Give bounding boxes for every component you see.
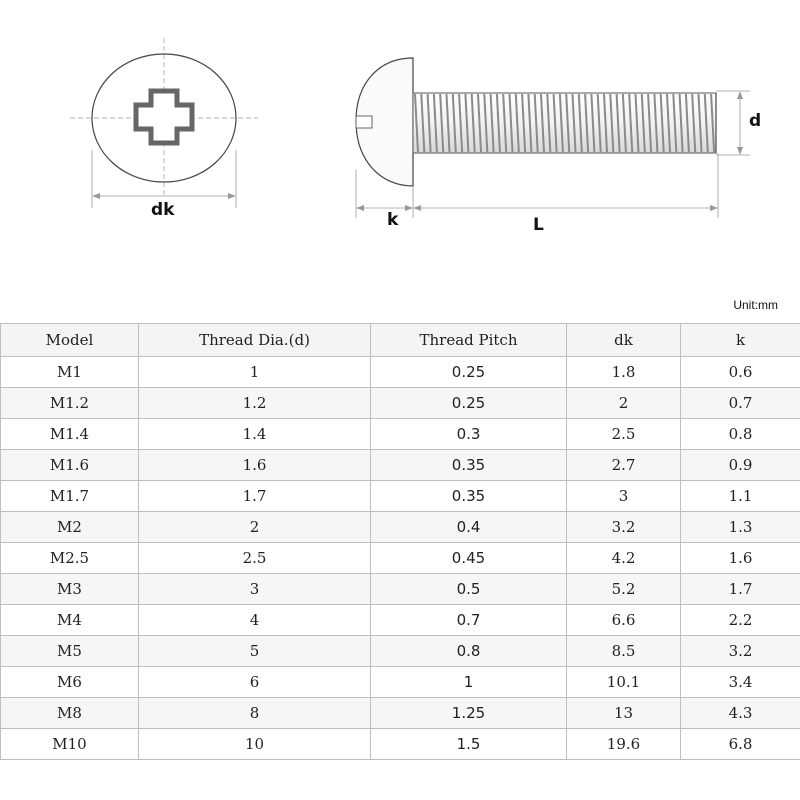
cell-model: M1.4 <box>1 419 139 450</box>
cell-k: 1.7 <box>681 574 800 605</box>
cell-dk: 19.6 <box>567 729 681 760</box>
cell-dk: 1.8 <box>567 357 681 388</box>
cell-model: M6 <box>1 667 139 698</box>
cell-thread-pitch: 0.35 <box>371 481 567 512</box>
cell-thread-dia: 8 <box>139 698 371 729</box>
cell-k: 1.6 <box>681 543 800 574</box>
cell-thread-pitch: 0.7 <box>371 605 567 636</box>
cell-thread-pitch: 0.8 <box>371 636 567 667</box>
k-dimension-label: k <box>387 210 399 230</box>
cell-k: 1.3 <box>681 512 800 543</box>
header-dk: dk <box>567 324 681 357</box>
cell-k: 3.2 <box>681 636 800 667</box>
table-row <box>1 388 800 419</box>
cell-model: M2.5 <box>1 543 139 574</box>
cell-k: 0.9 <box>681 450 800 481</box>
cell-thread-dia: 4 <box>139 605 371 636</box>
table-row <box>1 636 800 667</box>
header-thread-dia: Thread Dia.(d) <box>139 324 371 357</box>
cell-model: M5 <box>1 636 139 667</box>
cell-thread-pitch: 0.25 <box>371 357 567 388</box>
cell-thread-pitch: 1.5 <box>371 729 567 760</box>
table-row <box>1 574 800 605</box>
cell-k: 0.7 <box>681 388 800 419</box>
header-model: Model <box>1 324 139 357</box>
cell-model: M1.6 <box>1 450 139 481</box>
cell-k: 4.3 <box>681 698 800 729</box>
cell-dk: 8.5 <box>567 636 681 667</box>
cell-thread-dia: 1.6 <box>139 450 371 481</box>
cell-thread-dia: 6 <box>139 667 371 698</box>
cell-thread-dia: 1.4 <box>139 419 371 450</box>
cell-thread-dia: 2 <box>139 512 371 543</box>
cell-model: M10 <box>1 729 139 760</box>
cell-dk: 2.5 <box>567 419 681 450</box>
cell-k: 2.2 <box>681 605 800 636</box>
cell-model: M8 <box>1 698 139 729</box>
cell-k: 0.6 <box>681 357 800 388</box>
screw-side-view <box>356 58 750 218</box>
cell-dk: 2.7 <box>567 450 681 481</box>
cell-thread-pitch: 0.25 <box>371 388 567 419</box>
diameter-dimension-label: d <box>749 111 762 131</box>
cell-thread-pitch: 0.4 <box>371 512 567 543</box>
cell-thread-pitch: 0.3 <box>371 419 567 450</box>
cell-thread-pitch: 0.35 <box>371 450 567 481</box>
table-row <box>1 543 800 574</box>
table-row <box>1 667 800 698</box>
cell-thread-dia: 3 <box>139 574 371 605</box>
cell-model: M1 <box>1 357 139 388</box>
unit-label: Unit:mm <box>733 298 778 312</box>
cell-k: 1.1 <box>681 481 800 512</box>
cell-k: 3.4 <box>681 667 800 698</box>
table-header-row <box>1 324 800 357</box>
table-row <box>1 419 800 450</box>
cell-dk: 6.6 <box>567 605 681 636</box>
table-row <box>1 698 800 729</box>
screw-drawing <box>0 0 800 290</box>
cell-dk: 3 <box>567 481 681 512</box>
cell-thread-dia: 1.7 <box>139 481 371 512</box>
cell-dk: 13 <box>567 698 681 729</box>
cell-dk: 10.1 <box>567 667 681 698</box>
length-dimension-label: L <box>533 215 544 235</box>
cell-thread-dia: 10 <box>139 729 371 760</box>
header-thread-pitch: Thread Pitch <box>371 324 567 357</box>
header-k: k <box>681 324 800 357</box>
cell-model: M3 <box>1 574 139 605</box>
dk-dimension-label: dk <box>151 200 175 220</box>
cell-thread-dia: 2.5 <box>139 543 371 574</box>
cell-model: M1.2 <box>1 388 139 419</box>
table-row <box>1 729 800 760</box>
cell-thread-dia: 1.2 <box>139 388 371 419</box>
table-row <box>1 357 800 388</box>
table-row <box>1 605 800 636</box>
cell-model: M4 <box>1 605 139 636</box>
cell-dk: 5.2 <box>567 574 681 605</box>
cell-thread-pitch: 1 <box>371 667 567 698</box>
cell-k: 0.8 <box>681 419 800 450</box>
cell-thread-pitch: 0.5 <box>371 574 567 605</box>
cell-thread-pitch: 1.25 <box>371 698 567 729</box>
table-row <box>1 481 800 512</box>
head-top-view <box>70 38 258 208</box>
cell-k: 6.8 <box>681 729 800 760</box>
screw-spec-table <box>0 323 800 760</box>
table-row <box>1 512 800 543</box>
cell-dk: 2 <box>567 388 681 419</box>
cell-model: M1.7 <box>1 481 139 512</box>
cell-model: M2 <box>1 512 139 543</box>
cell-thread-pitch: 0.45 <box>371 543 567 574</box>
cell-dk: 4.2 <box>567 543 681 574</box>
cell-thread-dia: 1 <box>139 357 371 388</box>
phillips-cross-icon <box>136 91 192 143</box>
table-row <box>1 450 800 481</box>
cell-dk: 3.2 <box>567 512 681 543</box>
cell-thread-dia: 5 <box>139 636 371 667</box>
